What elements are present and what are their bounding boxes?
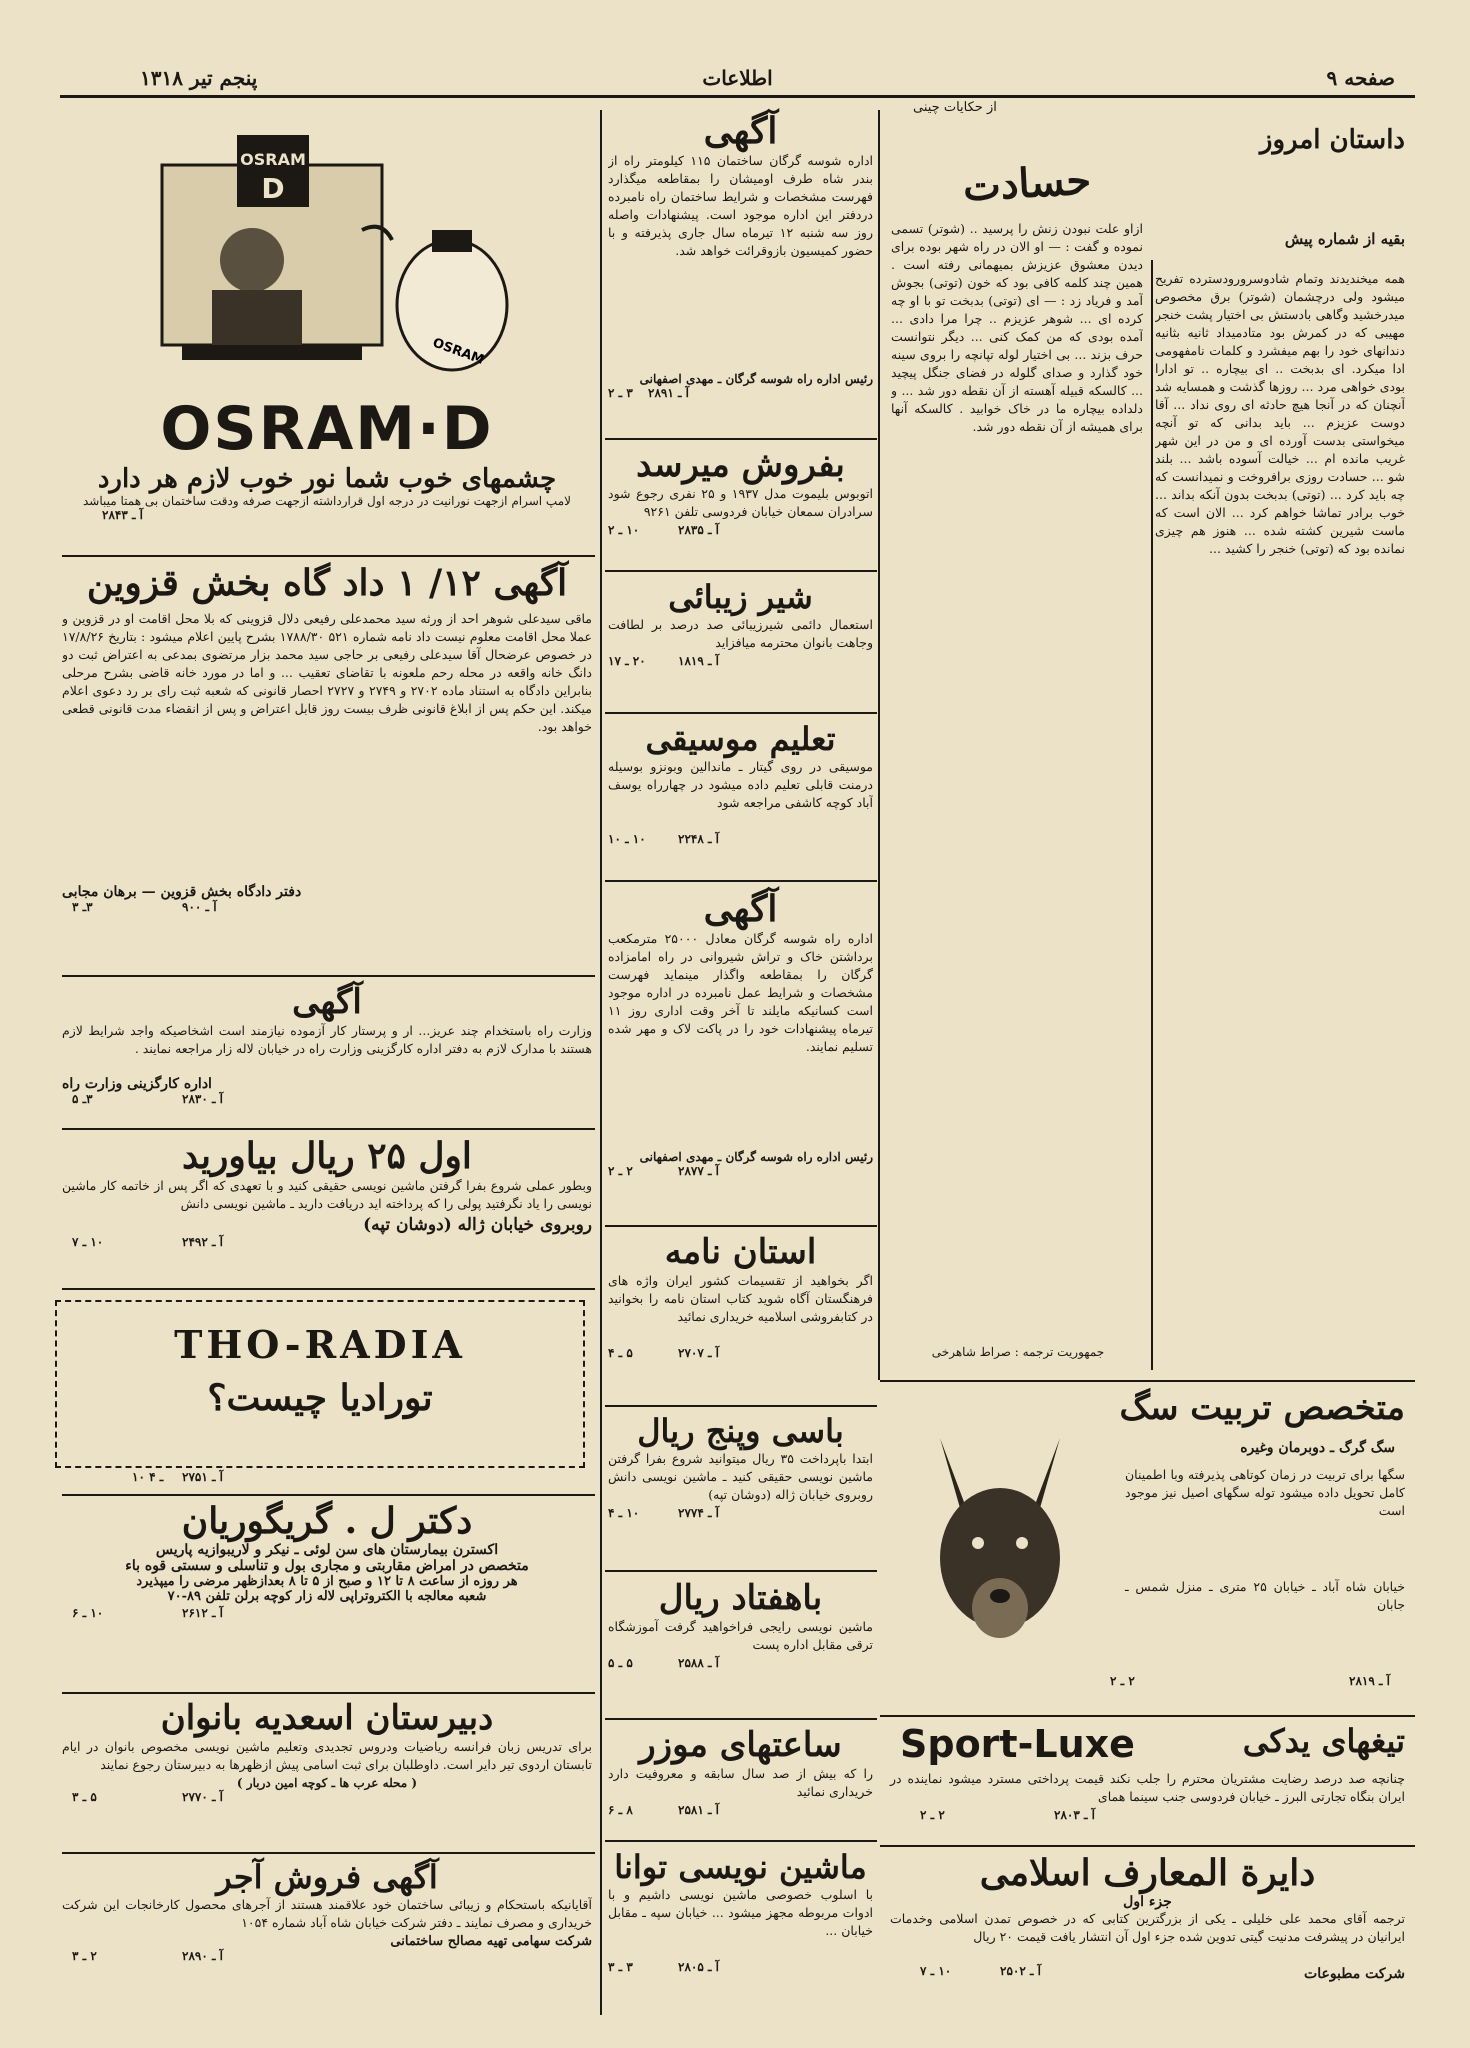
music-code: آ ـ ۲۲۴۸ xyxy=(678,832,719,846)
dog-body: سگها برای تربیت در زمان کوتاهی پذیرفته وبا اطمینان کامل تحویل داده میشود توله سگهای اصیل نیز موجود است xyxy=(1125,1467,1405,1518)
music-ad xyxy=(608,720,873,875)
bulb-box-letter: D xyxy=(261,172,285,205)
court-num: ۳ـ ۳ xyxy=(72,900,93,914)
rule xyxy=(605,438,877,440)
doctor-num: ۱۰ ـ ۶ xyxy=(72,1606,104,1620)
brick-body: آقایانیکه باستحکام و زیبائی ساختمان خود علاقمند هستند از آجرهای محصول کارخانجات این شرکت خریداری و مصرف نمایند ـ دفتر شرکت خیابان شاه آباد شماره ۱۰۵۴ xyxy=(62,1897,592,1930)
typing-school-address: روبروی خیابان ژاله (دوشان تپه) xyxy=(363,1215,592,1235)
thoradia-code: آ ـ ۲۷۵۱ xyxy=(182,1470,223,1484)
dog-ad xyxy=(880,1388,1415,1713)
story-section xyxy=(883,100,1415,1375)
encyclopedia-num: ۱۰ ـ ۷ xyxy=(920,1964,952,1978)
doctor-hours: هر روزه از ساعت ۸ تا ۱۲ و صبح از ۵ تا ۸ بعدازظهر مرضی را میپذیرد xyxy=(136,1574,518,1589)
girls-school-code: آ ـ ۲۷۷۰ xyxy=(182,1790,223,1804)
typing-school-ad xyxy=(62,1135,592,1285)
typing70-code: آ ـ ۲۵۸۸ xyxy=(678,1656,719,1670)
blades-title: تیغهای یدکی xyxy=(1242,1722,1405,1760)
encyclopedia-sign: شرکت مطبوعات xyxy=(1304,1966,1405,1982)
blades-body: چنانچه صد درصد رضایت مشتریان محترم را جلب نکند قیمت پرداختی مسترد میشود نماینده در ایران بنگاه تجارتی البرز ـ خیابان فردوسی جنب سینما همای xyxy=(890,1771,1405,1804)
road-notice2-body: اداره راه شوسه گرگان معادل ۲۵۰۰۰ مترمکعب برداشتن خاک و تراش شیروانی در راه امامزاده گرگان را بمقاطعه واگذار مینماید فهرست مشخصات و شرایط عمل نامبرده در اداره موجود است کسانیکه مایلند تا آخر وقت اداری روز ۱۱ تیرماه پیشنهادات خود را در پاکت لاک و مهر شده تسلیم نمایند. xyxy=(608,931,873,1054)
column-rule xyxy=(878,110,880,1380)
osram-brand: OSRAM·D xyxy=(160,394,494,464)
brick-num: ۲ ـ ۳ xyxy=(72,1949,97,1963)
doctor-address: شعبه معالجه با الکتروتراپی لاله زار کوچه برلن تلفن ۸۹-۷۰ xyxy=(167,1589,487,1604)
road-notice-body: اداره شوسه گرگان ساختمان ۱۱۵ کیلومتر راه از بندر شاه طرف اومیشان را بمقاطعه میگذارد فهرست مشخصات و شرایط ساختمان راه نامبرده دردفتر این اداره موجود است. پیشنهادات واصله روز سه شنبه ۱۲ تیرماه سال جاری پذیرفته و با حضور کمیسیون بازوقرائت خواهد شد. xyxy=(608,153,873,258)
story-translator: جمهوریت ترجمه : صراط شاهرخی xyxy=(931,1345,1105,1359)
rule xyxy=(605,1840,877,1842)
thoradia-footer xyxy=(62,1470,592,1490)
rule xyxy=(605,1405,877,1407)
road-notice-title: آگهی xyxy=(703,110,778,152)
brick-title: آگهی فروش آجر xyxy=(216,1858,438,1896)
story-column-right: همه میخندیدند وتمام شادوسرورودسترده تفریح میشود ولی درچشمان (شوتر) برق مخصوص میدرخشید وگاهی بادستش بی اختیار پشت خنجر مهیبی که در کمرش بود متادمیداد ثانیه بثانیه دندانهای خود را بهم میفشرد و کلمات نامفهومی ادا میکرد. ای بدبخت .. ای بیچاره .. تو ادارا بودی خواهی مرد ... روزها گذشت و همسایه شد آنچنان که در آنجا هیچ حادثه ای روی نداد ... آقا دوست عزیزم ... باید بدانی که تو آنچه میخواستی بدست آورده ای و من در این شهر غریب مانده ام ... خیالت آسوده باشد ... بلند شو ... حسادت روزی برافروخت و نمیدانست که چه باید کرد ... (توتی) بدبخت بدون آنکه بداند ... خوب برادر تماشا خواهم کرد ... الان است که ماست شیرین کشته شده ... هنوز هم چیزی نمانده بود که (توتی) خنجر را کشید ... xyxy=(1155,271,1405,556)
dog-breeds: سگ گرگ ـ دوبرمان وغیره xyxy=(1240,1440,1395,1456)
ministry-body: وزارت راه باستخدام چند عریز... ار و پرستار کار آزموده نیازمند است اشخاصیکه واجد شرایط لازم هستند با مدارک لازم به دفتر اداره کارگزینی وزارت راه در خیابان لاله زار مراجعه نمایند . xyxy=(62,1023,592,1056)
rule xyxy=(880,1845,1415,1847)
watches-body: را که بیش از صد سال سابقه و معروفیت دارد خریداری نمائید xyxy=(608,1766,873,1799)
typing70-num: ۵ ـ ۵ xyxy=(608,1656,633,1670)
typing-school-code: آ ـ ۲۴۹۲ xyxy=(182,1235,223,1249)
typing35-ad xyxy=(608,1412,873,1562)
ministry-num: ۳ـ ۵ xyxy=(72,1092,93,1106)
girls-school-num: ۵ ـ ۳ xyxy=(72,1790,97,1804)
dog-num: ۲ ـ ۲ xyxy=(1110,1674,1135,1688)
doctor-title: دکتر ل . گریگوریان xyxy=(181,1500,473,1542)
ostan-ad xyxy=(608,1232,873,1397)
doctor-sub: اکسترن بیمارستان های سن لوئی ـ نیکر و لاریبوازیه پاریس xyxy=(155,1542,499,1558)
dog-head-illustration xyxy=(900,1418,1100,1658)
ministry-code: آ ـ ۲۸۳۰ xyxy=(182,1092,223,1106)
blades-latin: Sport-Luxe xyxy=(900,1722,1135,1766)
road-notice2-num: ۲ ـ ۲ xyxy=(608,1164,633,1178)
blades-ad xyxy=(880,1722,1415,1842)
osram-ad xyxy=(62,110,592,550)
girls-school-ad xyxy=(62,1698,592,1848)
thoradia-latin: THO-RADIA xyxy=(174,1322,466,1367)
bulb-box-label: OSRAM xyxy=(240,150,306,169)
road-notice-code: آ ـ ۲۸۹۱ xyxy=(648,386,689,400)
milk-body: استعمال دائمی شیرزیبائی صد درصد بر لطافت وجاهت بانوان محترمه میافزاید xyxy=(608,617,873,650)
story-rule xyxy=(1151,260,1153,1370)
page-number: صفحه ۹ xyxy=(1326,66,1395,90)
story-logo: داستان امروز xyxy=(1259,125,1405,155)
typing70-title: باهفتاد ریال xyxy=(658,1578,823,1618)
osram-slogan: چشمهای خوب شما نور خوب لازم هر دارد xyxy=(97,464,557,494)
ostan-num: ۵ ـ ۴ xyxy=(608,1346,633,1360)
encyclopedia-part: جزء اول xyxy=(1123,1894,1172,1910)
ministry-title: آگهی xyxy=(292,982,362,1022)
typist-body: با اسلوب خصوصی ماشین نویسی داشیم و با ادوات مربوطه مجهز میشود ... خیابان سپه ـ مقابل خیابان ... xyxy=(608,1887,873,1938)
road-notice-num: ۳ ـ ۲ xyxy=(608,386,633,400)
osram-code: آ ـ ۲۸۴۳ xyxy=(102,508,143,522)
typing70-ad xyxy=(608,1578,873,1703)
watches-title: ساعتهای موزر xyxy=(639,1725,842,1765)
newspaper-header xyxy=(60,64,1415,98)
doctor-body: متخصص در امراض مقاربتی و مجاری بول و تناسلی و سستی قوه باء xyxy=(125,1558,529,1574)
rule xyxy=(62,1288,595,1290)
encyclopedia-ad xyxy=(880,1852,1415,2017)
dog-title: متخصص تربیت سگ xyxy=(1119,1388,1405,1428)
court-title: آگهی ۱۲/ ۱ داد گاه بخش قزوین xyxy=(86,562,568,604)
encyclopedia-code: آ ـ ۲۵۰۲ xyxy=(1000,1964,1041,1978)
rule xyxy=(62,1852,595,1854)
typing70-body: ماشین نویسی رایجی فراخواهید گرفت آموزشگاه ترقی مقابل اداره پست xyxy=(608,1619,873,1652)
court-code: آ ـ ۹۰۰ xyxy=(182,900,217,914)
mercedes-body: اتوبوس بلیموت مدل ۱۹۳۷ و ۲۵ نفری رجوع شود سرادران سمعان خیابان فردوسی تلفن ۹۲۶۱ xyxy=(608,486,873,519)
typing-school-title: اول ۲۵ ریال بیاورید xyxy=(182,1135,472,1177)
rule xyxy=(62,555,595,557)
ostan-title: استان نامه xyxy=(664,1232,817,1272)
milk-ad xyxy=(608,578,873,693)
typing35-num: ۱۰ ـ ۴ xyxy=(608,1506,640,1520)
girls-school-body: برای تدریس زبان فرانسه ریاضیات ودروس تجدیدی وتعلیم ماشین نویسی مخصوص بانوان در ایام تابستان اردوی تیر دایر است. داوطلبان برای ثبت اسامی پیش ازظهرها به دبیرستان رجوع نمایند xyxy=(62,1739,592,1772)
ministry-sign: اداره کارگزینی وزارت راه xyxy=(62,1076,212,1092)
court-ad xyxy=(62,562,592,972)
road-notice2-sign: رئیس اداره راه شوسه گرگان ـ مهدی اصفهانی xyxy=(639,1150,873,1164)
court-body: ماقی سیدعلی شوهر احد از ورثه سید محمدعلی رفیعی دلال قزوینی که بلا محل اقامت او در قزوین و عملا محل اقامت معلوم نیست داد نامه شماره ۵۲۱ ۱۷۸۸/۳۰ بشرح پایین اعلام میشود : بتاریخ ۱۷/۸/۲۶ در خصوص عرضحال آقا سیدعلی رفیعی بر حاجی سید محمد بزار مرتضوی بمدعی به اعتراض ثبت دو دانگ خانه واقعه در محله رحم ملعونه با تقاضای تعقیب ... و اما در مورد خانه قاضی بشرح مرحلی بنابراین دادگاه به استناد ماده ۲۷۰۲ و ۲۷۴۹ و ۲۷۲۷ احصار قانونی که شعبه ثبت رای بر رد دعوی اعلام میکند. این حکم پس از ابلاغ قانونی ظرف بیست روز قابل اعتراض و پس از انقضاء مدت قانونی قطعی خواهد بود. xyxy=(62,611,592,734)
ostan-code: آ ـ ۲۷۰۷ xyxy=(678,1346,719,1360)
road-notice2-code: آ ـ ۲۸۷۷ xyxy=(678,1164,719,1178)
rule xyxy=(605,570,877,572)
road-notice-ad xyxy=(608,110,873,440)
mercedes-num: ۱۰ ـ ۲ xyxy=(608,523,640,537)
thoradia-num: ۱۰ ـ ۴ xyxy=(132,1470,164,1484)
brick-sign: شرکت سهامی تهیه مصالح ساختمانی xyxy=(390,1934,592,1949)
osram-sub: لامپ اسرام ازجهت نورانیت در درجه اول قرارداشته ازجهت صرفه ودقت ساختمان بی همتا میباشد xyxy=(83,494,571,508)
bulb-glass-label: OSRAM xyxy=(430,335,486,368)
rule xyxy=(880,1715,1415,1717)
dog-address: خیابان شاه آباد ـ خیابان ۲۵ متری ـ منزل شمس ـ جابان xyxy=(1125,1579,1405,1612)
dog-code: آ ـ ۲۸۱۹ xyxy=(1349,1674,1390,1688)
typist-code: آ ـ ۲۸۰۵ xyxy=(678,1960,719,1974)
road-notice2-ad xyxy=(608,888,873,1218)
encyclopedia-body: ترجمه آقای محمد علی خلیلی ـ یکی از بزرگترین کتابی که در خصوص تمدن اسلامی وخدمات ایرانیان در پیشرفت مدنیت گیتی تدوین شده جزء اول آن انتشار یافت قیمت ۲۰ ریال xyxy=(890,1911,1405,1944)
watches-ad xyxy=(608,1725,873,1835)
rule xyxy=(62,1128,595,1130)
ostan-body: اگر بخواهید از تقسیمات کشور ایران واژه های فرهنگستان آگاه شوید کتاب استان نامه را بخوانید در کتابفروشی اسلامیه خریداری نمائید xyxy=(608,1273,873,1324)
watches-code: آ ـ ۲۵۸۱ xyxy=(678,1803,719,1817)
mercedes-title: بفروش میرسد xyxy=(636,445,845,485)
doctor-ad xyxy=(62,1500,592,1690)
rule xyxy=(605,1718,877,1720)
typing35-code: آ ـ ۲۷۷۴ xyxy=(678,1506,719,1520)
court-sign: دفتر دادگاه بخش قزوین — برهان مجابی xyxy=(62,884,302,900)
brick-code: آ ـ ۲۸۹۰ xyxy=(182,1949,223,1963)
paper-name: اطلاعات xyxy=(702,66,773,90)
rule xyxy=(605,1225,877,1227)
thoradia-persian: تورادیا چیست؟ xyxy=(207,1377,433,1419)
watches-num: ۸ ـ ۶ xyxy=(608,1803,633,1817)
rule xyxy=(62,975,595,977)
doctor-code: آ ـ ۲۶۱۲ xyxy=(182,1606,223,1620)
story-title: حسادت xyxy=(961,156,1093,211)
typist-title: ماشین نویسی توانا xyxy=(614,1848,867,1886)
music-body: موسیقی در روی گیتار ـ ماندالین وبونزو بوسیله درمنت قابلی تعلیم داده میشود در چهارراه یوسف آباد کوچه کاشفی مراجعه شود xyxy=(608,759,873,810)
rule xyxy=(62,1692,595,1694)
girls-school-address: ( محله عرب ها ـ کوچه امین دربار ) xyxy=(236,1776,418,1790)
osram-illustration xyxy=(62,110,592,400)
milk-code: آ ـ ۱۸۱۹ xyxy=(678,654,719,668)
girls-school-title: دبیرستان اسعدیه بانوان xyxy=(160,1698,494,1738)
music-title: تعلیم موسیقی xyxy=(645,720,836,758)
rule xyxy=(880,1380,1415,1382)
typist-ad xyxy=(608,1848,873,2013)
encyclopedia-title: دایرة المعارف اسلامی xyxy=(979,1852,1316,1894)
typing-school-num: ۱۰ ـ ۷ xyxy=(72,1235,104,1249)
blades-num: ۲ ـ ۲ xyxy=(920,1808,945,1822)
rule xyxy=(605,712,877,714)
typist-num: ۳ ـ ۳ xyxy=(608,1960,633,1974)
story-continued: بقیه از شماره پیش xyxy=(1284,230,1405,248)
story-column-left: ازاو علت نبودن زنش را پرسید .. (شوتر) تسمی نموده و گفت : — او الان در راه شهر بوده برای دیدن معشوق عزیزش بمیهمانی رفته است . همین چند کلمه کافی بود که خون (توتی) بجوش آمد و فریاد زد : — ای (توتی) بدبخت تو با او چه کرده ای ... شوهر عزیزم .. چرا مرا دادی ... آمده بودی که من کمک کنی ... دیگر نتوانست حرف بزند ... بی اختیار لوله تپانچه را بروی سینه خود گذارد و صدای گلوله در فضای جنگل پیچید ... کالسکه قبیله آهسته از آن نقطه دور شد ... و دلداده بیچاره ما در خاک خوابید . کالسکه آنها برای همیشه از آن نقطه دور شد. xyxy=(891,221,1143,434)
typing35-title: باسی وپنج ریال xyxy=(637,1412,844,1450)
music-num: ۱۰ ـ ۱۰ xyxy=(608,832,646,846)
typing35-body: ابتدا باپرداخت ۳۵ ریال میتوانید شروع بفرا گرفتن ماشین نویسی حقیقی کنید ـ ماشین نویسی دانش روبروی خیابان ژاله (دوشان تپه) xyxy=(608,1451,873,1502)
mercedes-code: آ ـ ۲۸۳۵ xyxy=(678,523,719,537)
brick-ad xyxy=(62,1858,592,2018)
ministry-ad xyxy=(62,982,592,1124)
typing-school-body: وبطور عملی شروع بفرا گرفتن ماشین نویسی حقیقی کنید و با تعهدی که اگر پس از خاتمه کار ماشین نویسی را یاد نگرفتید پولی را که پرداخته اید دریافت دارید ـ ماشین نویسی دانش xyxy=(62,1178,592,1211)
mercedes-ad xyxy=(608,445,873,555)
rule xyxy=(605,1570,877,1572)
thoradia-ad xyxy=(55,1300,585,1468)
road-notice2-title: آگهی xyxy=(703,888,778,930)
milk-title: شیر زیبائی xyxy=(668,578,813,616)
rule xyxy=(605,880,877,882)
issue-date: پنجم تیر ۱۳۱۸ xyxy=(140,66,258,90)
road-notice-sign: رئیس اداره راه شوسه گرگان ـ مهدی اصفهانی xyxy=(639,372,873,386)
column-rule xyxy=(600,110,602,2015)
story-source: از حکایات چینی xyxy=(913,100,997,115)
milk-num: ۲۰ ـ ۱۷ xyxy=(608,654,646,668)
blades-code: آ ـ ۲۸۰۳ xyxy=(1054,1808,1095,1822)
rule xyxy=(62,1494,595,1496)
